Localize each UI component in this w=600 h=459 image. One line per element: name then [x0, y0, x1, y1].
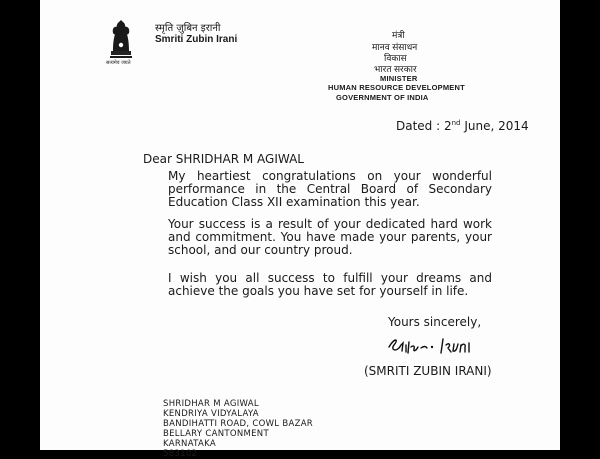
- address-line: KENDRIYA VIDYALAYA: [163, 409, 259, 419]
- address-line: BANDIHATTI ROAD, COWL BAZAR: [163, 419, 314, 429]
- sender-name-english: Smriti Zubin Irani: [155, 34, 238, 45]
- letter-date: Dated : 2nd June, 2014: [396, 119, 529, 133]
- recipient-address: [163, 399, 313, 459]
- signature: [385, 333, 477, 359]
- body-paragraph-3: I wish you all success to fulfill your dreams and achieve the goals you have set for yourself in life.: [168, 271, 492, 298]
- national-emblem-icon: [108, 17, 134, 63]
- designation-government: GOVERNMENT OF INDIA: [336, 93, 429, 102]
- address-line: 583102: [163, 449, 198, 459]
- address-line: BELLARY CANTONMENT: [163, 429, 269, 439]
- body-paragraph-2: Your success is a result of your dedicated hard work and commitment. You have made your parents, your school, and our country proud.: [168, 217, 492, 257]
- body-paragraph-1: My heartiest congratulations on your wonderful performance in the Central Board of Secondary Education Class XII examination this year.: [168, 169, 492, 209]
- designation-hindi-2: मानव संसाधन: [372, 42, 418, 52]
- emblem-caption: सत्यमेव जयते: [106, 60, 131, 66]
- letter-page: [40, 0, 560, 459]
- designation-hindi-4: भारत सरकार: [374, 64, 417, 74]
- signatory-name: (SMRITI ZUBIN IRANI): [364, 364, 492, 378]
- address-line: SHRIDHAR M AGIWAL: [163, 399, 259, 409]
- designation-hindi-3: विकास: [384, 53, 407, 63]
- designation-hindi-1: मंत्री: [392, 30, 405, 40]
- designation-ministry: HUMAN RESOURCE DEVELOPMENT: [328, 83, 465, 92]
- address-line: KARNATAKA: [163, 439, 216, 449]
- designation-minister: MINISTER: [380, 74, 418, 83]
- closing: Yours sincerely,: [388, 315, 482, 329]
- sender-name-hindi: स्मृति ज़ुबिन इरानी: [155, 23, 221, 34]
- salutation: Dear SHRIDHAR M AGIWAL: [143, 152, 304, 166]
